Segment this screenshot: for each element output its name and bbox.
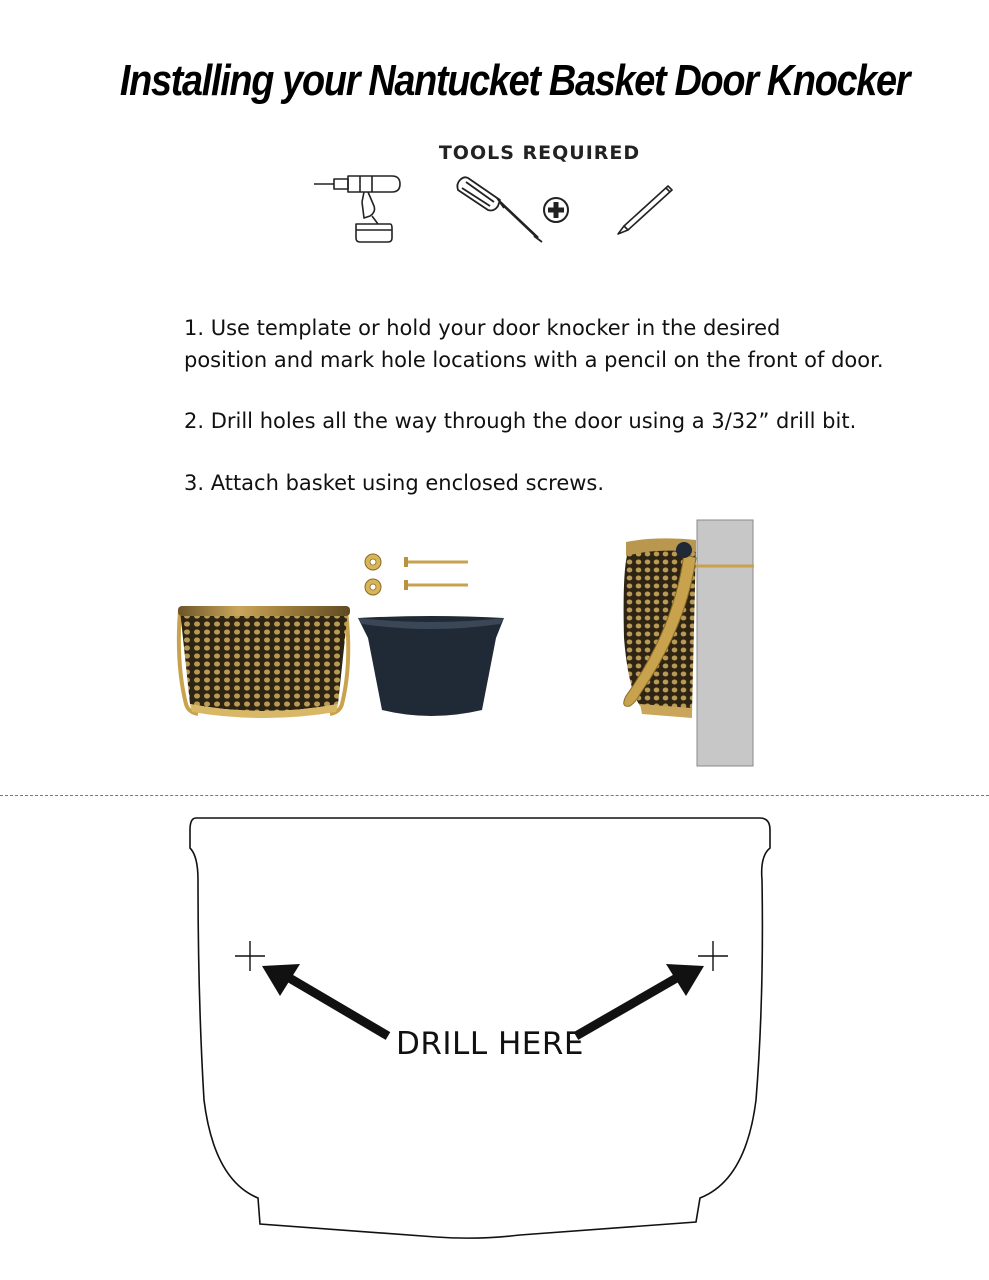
arrow-left-icon bbox=[262, 964, 388, 1036]
step-1-text: 1. Use template or hold your door knocker in the desired position and mark hole locations with a pencil on the front of door. bbox=[184, 316, 884, 372]
step-3-text: 3. Attach basket using enclosed screws. bbox=[184, 471, 605, 495]
drill-mark-left bbox=[235, 941, 265, 971]
arrow-right-icon bbox=[576, 964, 704, 1036]
drill-here-label: DRILL HERE bbox=[396, 1026, 584, 1062]
tools-required-heading: TOOLS REQUIRED bbox=[438, 142, 641, 164]
step-2-text: 2. Drill holes all the way through the door using a 3/32” drill bit. bbox=[184, 409, 857, 433]
page-title: Installing your Nantucket Basket Door Knocker bbox=[119, 56, 910, 105]
